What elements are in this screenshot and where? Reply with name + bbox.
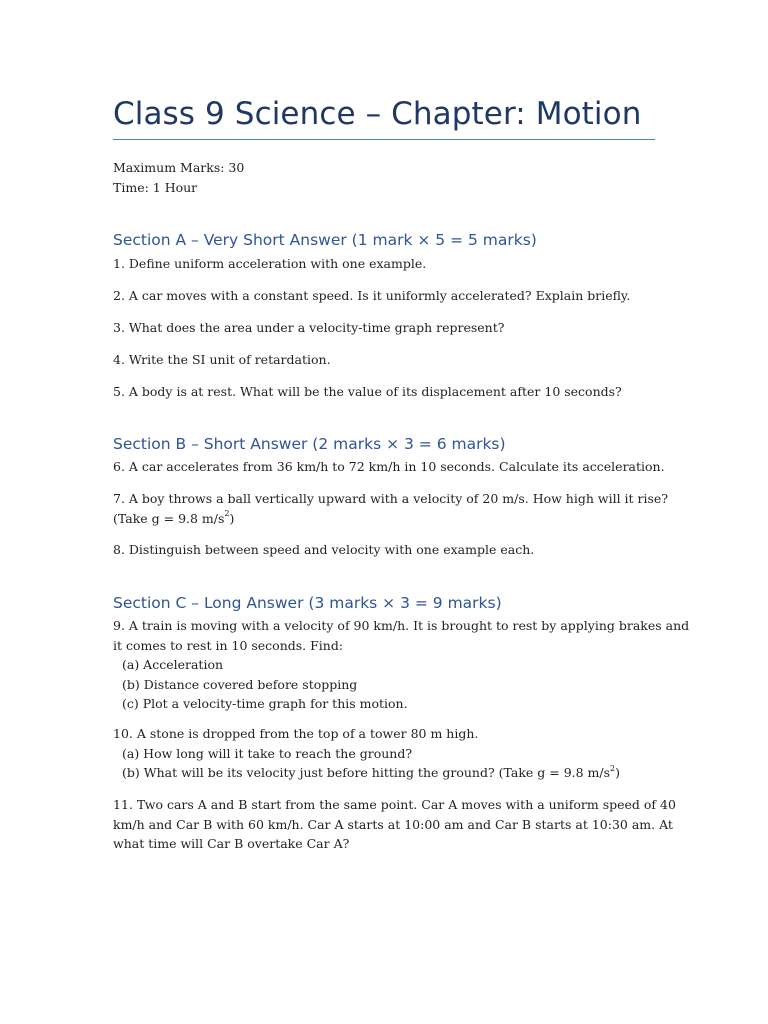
question-9-part-b: (b) Distance covered before stopping (122, 676, 358, 692)
question-10-part-b (113, 763, 658, 783)
question-11-line-3: what time will Car B overtake Car A? (113, 836, 350, 851)
question-7-line-1: 7. A boy throws a ball vertically upward with a velocity of 20 m/s. How high will it rise? (113, 491, 669, 506)
question-8 (113, 540, 658, 560)
question-10-line-1: 10. A stone is dropped from the top of a tower 80 m high. (113, 726, 479, 741)
question-10-exponent: 2 (610, 763, 616, 773)
question-9-part-c: (c) Plot a velocity-time graph for this motion. (122, 696, 408, 711)
question-11 (113, 795, 676, 854)
question-1 (113, 254, 658, 274)
document-title: Class 9 Science – Chapter: Motion (113, 96, 642, 132)
question-3 (113, 318, 658, 338)
question-11-line-1: 11. Two cars A and B start from the same point. Car A moves with a uniform speed of 40 (113, 797, 676, 812)
section-a-heading: Section A – Very Short Answer (1 mark × 5 = 5 marks) (113, 231, 537, 249)
question-9-part-a: (a) Acceleration (122, 657, 224, 672)
exam-meta (113, 158, 244, 198)
section-c-heading: Section C – Long Answer (3 marks × 3 = 9 marks) (113, 594, 502, 612)
question-6 (113, 457, 665, 477)
question-4-text: 4. Write the SI unit of retardation. (113, 352, 331, 367)
question-7-close-paren: ) (229, 510, 235, 526)
time-allowed: Time: 1 Hour (113, 180, 198, 195)
question-8-text: 8. Distinguish between speed and velocity with one example each. (113, 542, 535, 557)
question-9-line-2: it comes to rest in 10 seconds. Find: (113, 637, 344, 653)
question-9-line-1: 9. A train is moving with a velocity of 90 km/h. It is brought to rest by applying brakes and (113, 618, 690, 633)
question-11-line-2: km/h and Car B with 60 km/h. Car A starts at 10:00 am and Car B starts at 10:30 am. At (113, 816, 673, 832)
question-10-part-a: (a) How long will it take to reach the ground? (122, 745, 413, 761)
title-underline (113, 139, 655, 140)
question-3-text: 3. What does the area under a velocity-time graph represent? (113, 320, 505, 335)
question-10-part-b-text: (b) What will be its velocity just before hitting the ground? (Take g = 9.8 m/s (122, 765, 611, 780)
question-7-gravity-text: (Take g = 9.8 m/s (113, 510, 225, 526)
question-1-text: 1. Define uniform acceleration with one example. (113, 256, 427, 271)
question-10 (113, 724, 658, 783)
question-9 (113, 616, 690, 714)
question-2 (113, 286, 658, 306)
question-10-close-paren: ) (615, 765, 621, 780)
maximum-marks: Maximum Marks: 30 (113, 160, 245, 175)
question-7 (113, 489, 669, 528)
question-7-exponent: 2 (224, 509, 230, 519)
question-4 (113, 350, 658, 370)
section-b-heading: Section B – Short Answer (2 marks × 3 = 6 marks) (113, 435, 506, 453)
question-5-text: 5. A body is at rest. What will be the value of its displacement after 10 seconds? (113, 384, 622, 399)
question-5 (113, 382, 658, 402)
question-7-line-2 (113, 509, 658, 529)
question-2-text: 2. A car moves with a constant speed. Is it uniformly accelerated? Explain briefly. (113, 288, 631, 303)
question-6-text: 6. A car accelerates from 36 km/h to 72 km/h in 10 seconds. Calculate its acceleration. (113, 459, 665, 474)
